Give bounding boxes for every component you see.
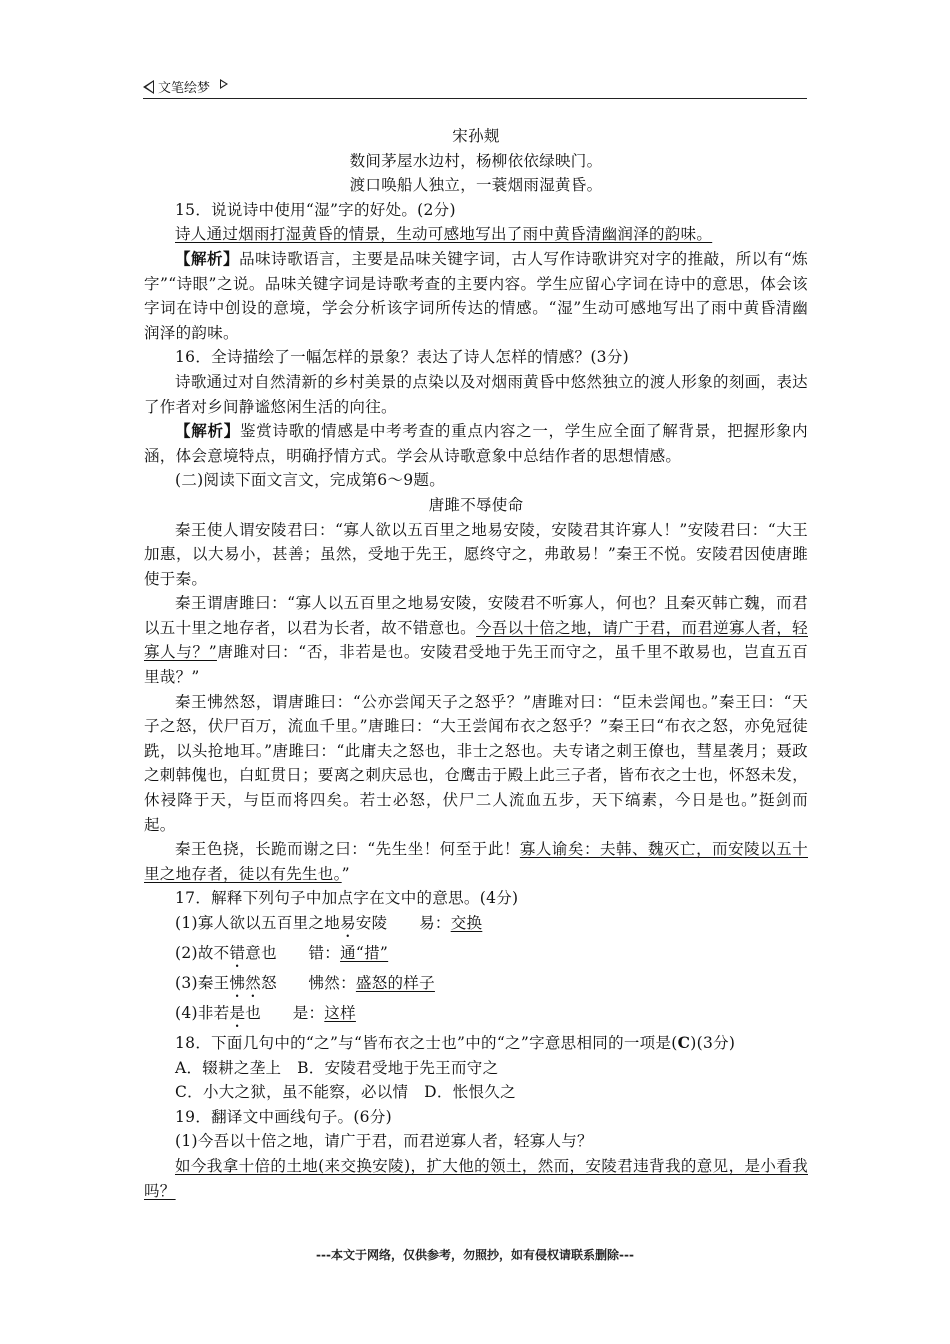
passage-paragraph-2	[144, 591, 808, 689]
passage-text: ”	[341, 864, 350, 883]
item-answer: 盛怒的样子	[355, 974, 435, 992]
passage-text: 秦王色挠，长跪而谢之曰：“先生坐！何至于此！	[175, 840, 520, 859]
answer-15-text: 诗人通过烟雨打湿黄昏的情景，生动可感地写出了雨中黄昏清幽润泽的韵味。	[175, 225, 713, 244]
question-18	[144, 1031, 808, 1056]
analysis-15	[144, 247, 808, 345]
item-label: 怫然：	[276, 974, 356, 992]
dotted-char: 错	[229, 944, 246, 962]
answer-19-1-text: 如今我拿十倍的土地(来交换安陵)，扩大他的领土，然而，安陵君违背我的意见，是小看我吗？	[144, 1156, 808, 1200]
item-answer: 这样	[324, 1004, 356, 1022]
brand-logo	[143, 77, 228, 96]
dotted-char: 易	[340, 914, 356, 932]
analysis-15-text: 品味诗歌语言，主要是品味关键字词，古人写作诗歌讲究对字的推敲，所以有“炼字”“诗眼”之说。品味关键字词是诗歌考查的主要内容。学生应留心字词在诗中的意思，体会该字词在诗中创设的意境，学会分析该字词所传达的情感。“湿”生动可感地写出了雨中黄昏清幽润泽的韵味。	[144, 249, 809, 342]
dotted-char: 怫然	[229, 974, 262, 992]
passage-text: 秦王谓唐雎曰：“寡人以五百里之地易安陵，安陵君不听寡人，何也？且秦灭韩亡魏，而君以五十里之地存者，以君为长者，故不错意也。	[144, 594, 808, 637]
item-text: (1)寡人欲以五百里之地	[175, 914, 341, 932]
section-2-intro: (二)阅读下面文言文，完成第6～9题。	[175, 471, 446, 490]
brand-name: 文笔绘梦	[158, 81, 211, 96]
question-17: 17．解释下列句子中加点字在文中的意思。(4分)	[175, 889, 519, 908]
answer-19-1	[144, 1154, 808, 1203]
item-answer: 交换	[450, 914, 483, 932]
poem-line-1: 数间茅屋水边村，杨柳依依绿映门。	[349, 151, 603, 170]
item-text: (3)秦王	[175, 974, 230, 992]
right-triangle-icon	[220, 79, 228, 89]
passage-paragraph-3: 秦王怫然怒，谓唐雎曰：“公亦尝闻天子之怒乎？”唐雎对曰：“臣未尝闻也。”秦王曰：“天子之怒，伏尸百万，流血千里。”唐雎曰：“大王尝闻布衣之怒乎？”秦王曰“布衣之怒，亦免冠徒跣，以头抢地耳。”唐雎曰：“此庸夫之怒也，非士之怒也。夫专诸之刺王僚也，彗星袭月；聂政之刺韩傀也，白虹贯日；要离之刺庆忌也，仓鹰击于殿上此三子者，皆布衣之士也，怀怒未发，休祲降于天，与臣而将四矣。若士必怒，伏尸二人流血五步，天下缟素，今日是也。”挺剑而起。	[144, 692, 808, 834]
q17-item-2	[144, 941, 808, 971]
analysis-16	[144, 419, 808, 468]
underlined-sentence-2: 寡人谕矣：夫韩、魏灭亡，而安陵以五十里之地存者，徒以有先生也。	[144, 840, 808, 883]
document-body	[144, 124, 808, 1203]
item-text: 也	[245, 1004, 262, 1022]
item-label: 易：	[387, 914, 451, 932]
q17-item-3	[144, 971, 808, 1001]
item-text: 怒	[261, 974, 277, 992]
item-text: (2)故不	[175, 944, 230, 962]
q19-item-1: (1)今吾以十倍之地，请广于君，而君逆寡人者，轻寡人与？	[175, 1132, 593, 1151]
poem-line-2: 渡口唤船人独立，一蓑烟雨湿黄昏。	[349, 176, 603, 195]
passage-paragraph-4	[144, 837, 808, 886]
item-text: (4)非若	[175, 1004, 230, 1022]
q17-item-1	[144, 911, 808, 941]
dotted-char: 是	[229, 1004, 246, 1022]
passage-text: 唐雎对曰：“否，非若是也。安陵君受地于先王而守之，虽千里不敢易也，岂直五百里哉？”	[144, 643, 808, 687]
analysis-tag: 【解析】	[175, 248, 240, 268]
q17-item-4	[144, 1001, 808, 1031]
answer-15	[144, 222, 808, 247]
answer-16: 诗歌通过对自然清新的乡村美景的点染以及对烟雨黄昏中悠然独立的渡人形象的刻画，表达了作者对乡间静谧悠闲生活的向往。	[144, 372, 808, 416]
underlined-sentence-1: 今吾以十倍之地，请广于君，而君逆寡人者，轻寡人与？”	[144, 618, 808, 662]
poem-author: 宋孙觌	[452, 127, 500, 145]
item-text: 意也	[245, 944, 277, 962]
passage-paragraph-1: 秦王使人谓安陵君曰：“寡人欲以五百里之地易安陵，安陵君其许寡人！”安陵君曰：“大王加惠，以大易小，甚善；虽然，受地于先王，愿终守之，弗敢易！”秦王不悦。安陵君因使唐雎使于秦。	[144, 520, 808, 588]
question-15: 15．说说诗中使用“湿”字的好处。(2分)	[175, 200, 456, 219]
answer-18: C	[677, 1033, 691, 1052]
item-answer: 通“措”	[340, 944, 389, 962]
q18-options-row-1: A．辍耕之垄上 B．安陵君受地于先王而守之	[175, 1058, 499, 1077]
item-label: 错：	[276, 944, 341, 962]
question-19: 19．翻译文中画线句子。(6分)	[175, 1107, 392, 1126]
analysis-16-text: 鉴赏诗歌的情感是中考考查的重点内容之一，学生应全面了解背景，把握形象内涵，体会意境特点，明确抒情方式。学会从诗歌意象中总结作者的思想情感。	[144, 422, 808, 465]
analysis-tag: 【解析】	[175, 421, 240, 441]
page-footer: ---本文于网络，仅供参考，勿照抄，如有侵权请联系删除---	[316, 1248, 634, 1262]
page-header	[143, 72, 807, 99]
question-16: 16．全诗描绘了一幅怎样的景象？表达了诗人怎样的情感？(3分)	[175, 348, 629, 367]
question-text: )(3分)	[690, 1034, 736, 1052]
passage-title: 唐雎不辱使命	[428, 495, 524, 514]
item-text: 安陵	[355, 914, 388, 932]
left-triangle-icon	[143, 80, 154, 94]
q18-options-row-2: C．小大之狱，虽不能察，必以情 D．怅恨久之	[175, 1083, 516, 1102]
question-text: 18．下面几句中的“之”与“皆布衣之士也”中的“之”字意思相同的一项是(	[175, 1034, 678, 1052]
item-label: 是：	[261, 1004, 325, 1022]
